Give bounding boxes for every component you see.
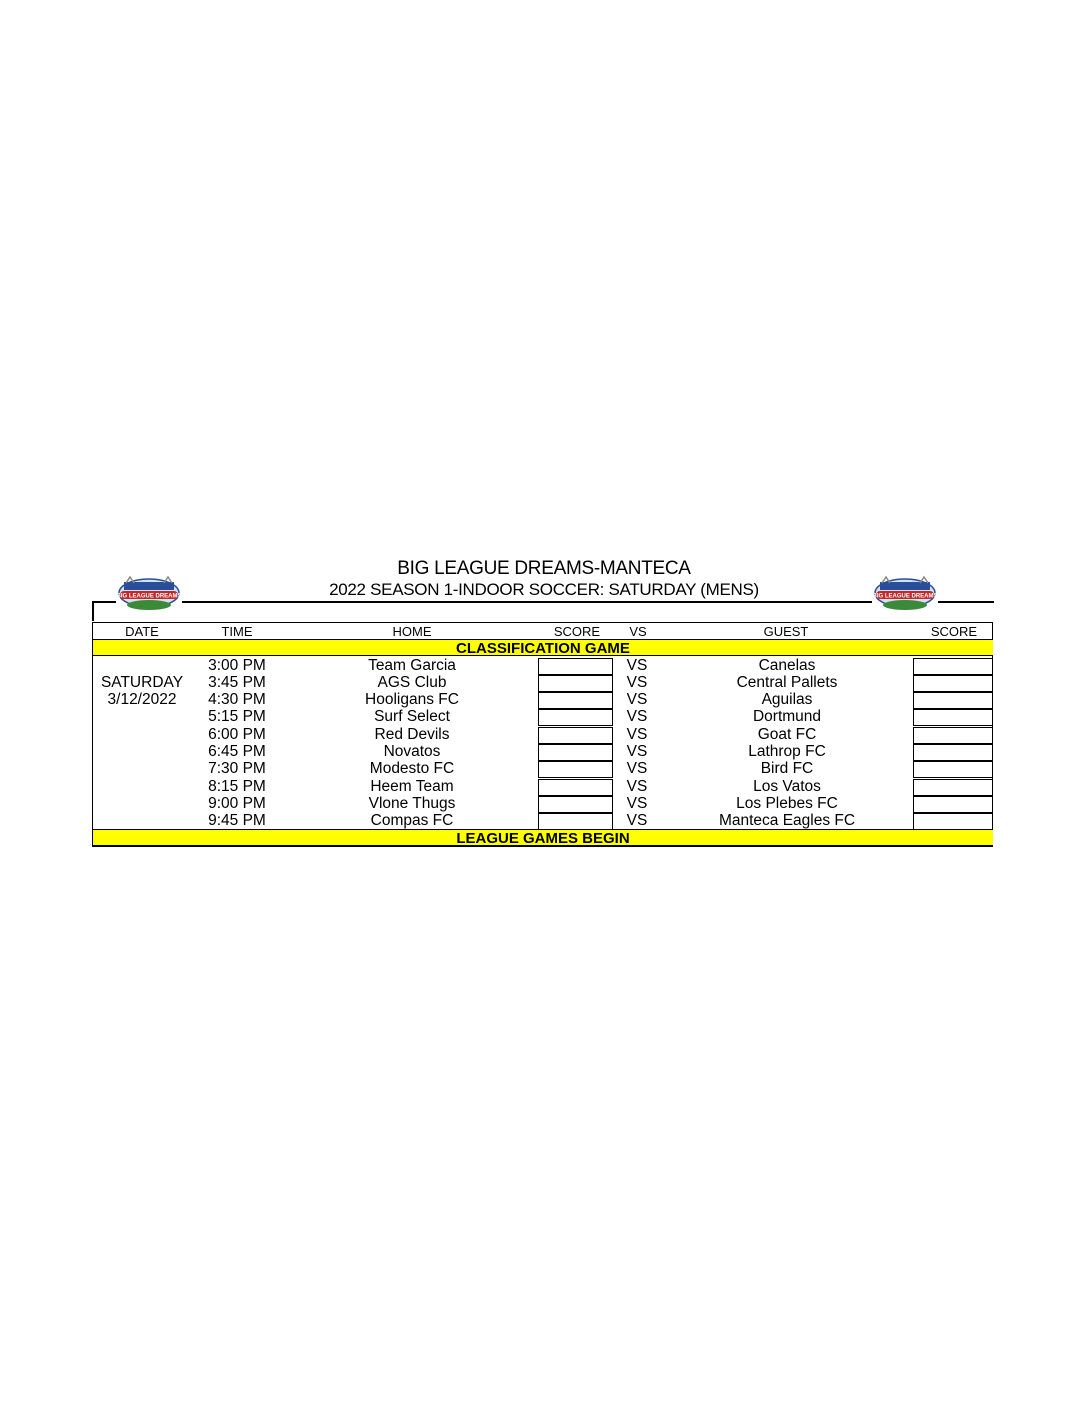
- col-time-header: TIME: [221, 624, 253, 639]
- page-subtitle: 2022 SEASON 1-INDOOR SOCCER: SATURDAY (MENS): [329, 580, 759, 599]
- guest-score-box[interactable]: [913, 692, 993, 709]
- page-title: BIG LEAGUE DREAMS-MANTECA: [397, 558, 691, 579]
- home-score-box[interactable]: [538, 692, 613, 709]
- game-time: 6:45 PM: [208, 743, 266, 760]
- league-games-begin-band: LEAGUE GAMES BEGIN: [93, 829, 993, 846]
- game-time: 6:00 PM: [208, 726, 266, 743]
- guest-score-box[interactable]: [913, 779, 993, 796]
- svg-text:BIG LEAGUE DREAMS: BIG LEAGUE DREAMS: [116, 593, 182, 600]
- day-label: SATURDAY: [100, 674, 184, 691]
- game-time: 4:30 PM: [208, 691, 266, 708]
- svg-text:BIG LEAGUE DREAMS: BIG LEAGUE DREAMS: [872, 593, 938, 600]
- vs-label: VS: [626, 795, 648, 812]
- home-score-box[interactable]: [538, 658, 613, 675]
- guest-team: Dortmund: [752, 708, 822, 725]
- vs-label: VS: [626, 778, 648, 795]
- home-team: Novatos: [383, 743, 441, 760]
- classification-game-band: CLASSIFICATION GAME: [93, 639, 993, 656]
- game-time: 7:30 PM: [208, 760, 266, 777]
- guest-score-box[interactable]: [913, 796, 993, 813]
- home-team: AGS Club: [377, 674, 447, 691]
- home-team: Surf Select: [374, 708, 450, 725]
- home-score-box[interactable]: [538, 727, 613, 744]
- col-guest-score-header: SCORE: [930, 624, 978, 639]
- header-rule-middle: [182, 601, 872, 603]
- game-time: 3:45 PM: [208, 674, 266, 691]
- guest-team: Central Pallets: [736, 674, 838, 691]
- guest-team: Aguilas: [761, 691, 813, 708]
- date-label: 3/12/2022: [107, 691, 177, 708]
- game-time: 9:00 PM: [208, 795, 266, 812]
- vs-label: VS: [626, 743, 648, 760]
- vs-label: VS: [626, 726, 648, 743]
- guest-team: Lathrop FC: [748, 743, 826, 760]
- guest-team: Los Vatos: [753, 778, 821, 795]
- home-team: Modesto FC: [369, 760, 455, 777]
- guest-score-box[interactable]: [913, 727, 993, 744]
- stadium-logo-right: [872, 573, 938, 613]
- vs-label: VS: [626, 760, 648, 777]
- vs-label: VS: [626, 691, 648, 708]
- vs-label: VS: [626, 812, 648, 829]
- home-team: Team Garcia: [368, 657, 456, 674]
- vs-label: VS: [626, 708, 648, 725]
- home-team: Compas FC: [370, 812, 454, 829]
- vs-label: VS: [626, 657, 648, 674]
- home-team: Hooligans FC: [365, 691, 459, 708]
- game-time: 5:15 PM: [208, 708, 266, 725]
- home-score-box[interactable]: [538, 675, 613, 692]
- guest-score-box[interactable]: [913, 813, 993, 830]
- game-time: 8:15 PM: [208, 778, 266, 795]
- header-rule-left: [92, 601, 116, 603]
- guest-team: Canelas: [758, 657, 816, 674]
- home-team: Heem Team: [370, 778, 454, 795]
- guest-team: Goat FC: [757, 726, 817, 743]
- guest-score-box[interactable]: [913, 675, 993, 692]
- home-score-box[interactable]: [538, 779, 613, 796]
- col-guest-header: GUEST: [763, 624, 809, 639]
- col-home-header: HOME: [392, 624, 432, 639]
- guest-team: Manteca Eagles FC: [718, 812, 856, 829]
- col-date-header: DATE: [125, 624, 159, 639]
- home-score-box[interactable]: [538, 813, 613, 830]
- home-team: Red Devils: [374, 726, 450, 743]
- col-home-score-header: SCORE: [553, 624, 601, 639]
- guest-score-box[interactable]: [913, 658, 993, 675]
- game-time: 3:00 PM: [208, 657, 266, 674]
- home-score-box[interactable]: [538, 761, 613, 778]
- home-score-box[interactable]: [538, 709, 613, 726]
- stadium-logo-left: [116, 573, 182, 613]
- game-time: 9:45 PM: [208, 812, 266, 829]
- home-score-box[interactable]: [538, 744, 613, 761]
- guest-score-box[interactable]: [913, 761, 993, 778]
- home-team: Vlone Thugs: [368, 795, 456, 812]
- home-score-box[interactable]: [538, 796, 613, 813]
- header-rule-tick: [92, 601, 94, 621]
- header-rule-right: [938, 601, 994, 603]
- guest-team: Los Plebes FC: [736, 795, 838, 812]
- guest-score-box[interactable]: [913, 744, 993, 761]
- guest-team: Bird FC: [760, 760, 814, 777]
- col-vs-header: VS: [629, 624, 647, 639]
- guest-score-box[interactable]: [913, 709, 993, 726]
- vs-label: VS: [626, 674, 648, 691]
